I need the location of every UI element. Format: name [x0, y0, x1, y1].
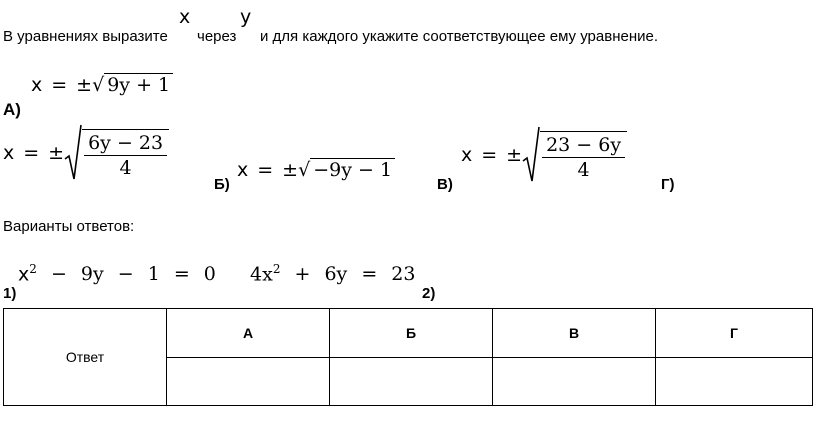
equation-b: x = ± $\frac{6y - 23}{4}$ [3, 122, 169, 184]
instruction-text-1: В уравнениях выразите [3, 28, 168, 45]
label-v: В) [437, 176, 453, 193]
instruction-var-y: y [240, 6, 252, 28]
radical-sign-icon: √ [298, 159, 311, 181]
equation-g: x = ± $\frac{23 - 6y}{4}$ [461, 124, 627, 186]
answer-cell-b[interactable] [330, 357, 493, 406]
column-header-v: В [493, 309, 656, 358]
column-header-a: А [167, 309, 330, 358]
answer-row-label: Ответ [4, 309, 167, 406]
radical-sign-icon: √ [92, 74, 105, 96]
column-header-b: Б [330, 309, 493, 358]
instruction-text-2: через [197, 28, 237, 45]
equation-v: x = ±√ −9y − 1 [237, 158, 395, 181]
answer-cell-v[interactable] [493, 357, 656, 406]
big-radical-icon [522, 125, 540, 185]
big-radical-icon [64, 123, 82, 183]
answers-heading: Варианты ответов: [3, 218, 135, 235]
option-2: $4x^2 + 6y = 23$ [250, 262, 416, 286]
label-b: Б) [214, 176, 230, 193]
instruction-text-3: и для каждого укажите соответствующее ему уравнение. [260, 28, 659, 45]
option-1: $x^2 - 9y - 1 = 0$ [18, 262, 216, 286]
column-header-g: Г [656, 309, 813, 358]
label-a: А) [3, 100, 21, 119]
label-option-2: 2) [422, 285, 436, 302]
label-option-1: 1) [3, 285, 17, 302]
answer-cell-g[interactable] [656, 357, 813, 406]
label-g: Г) [661, 176, 675, 193]
instruction-var-x: x [179, 6, 191, 28]
equation-a: x = ±√ 9y + 1 [31, 73, 173, 96]
answer-cell-a[interactable] [167, 357, 330, 406]
answer-table [3, 308, 813, 406]
